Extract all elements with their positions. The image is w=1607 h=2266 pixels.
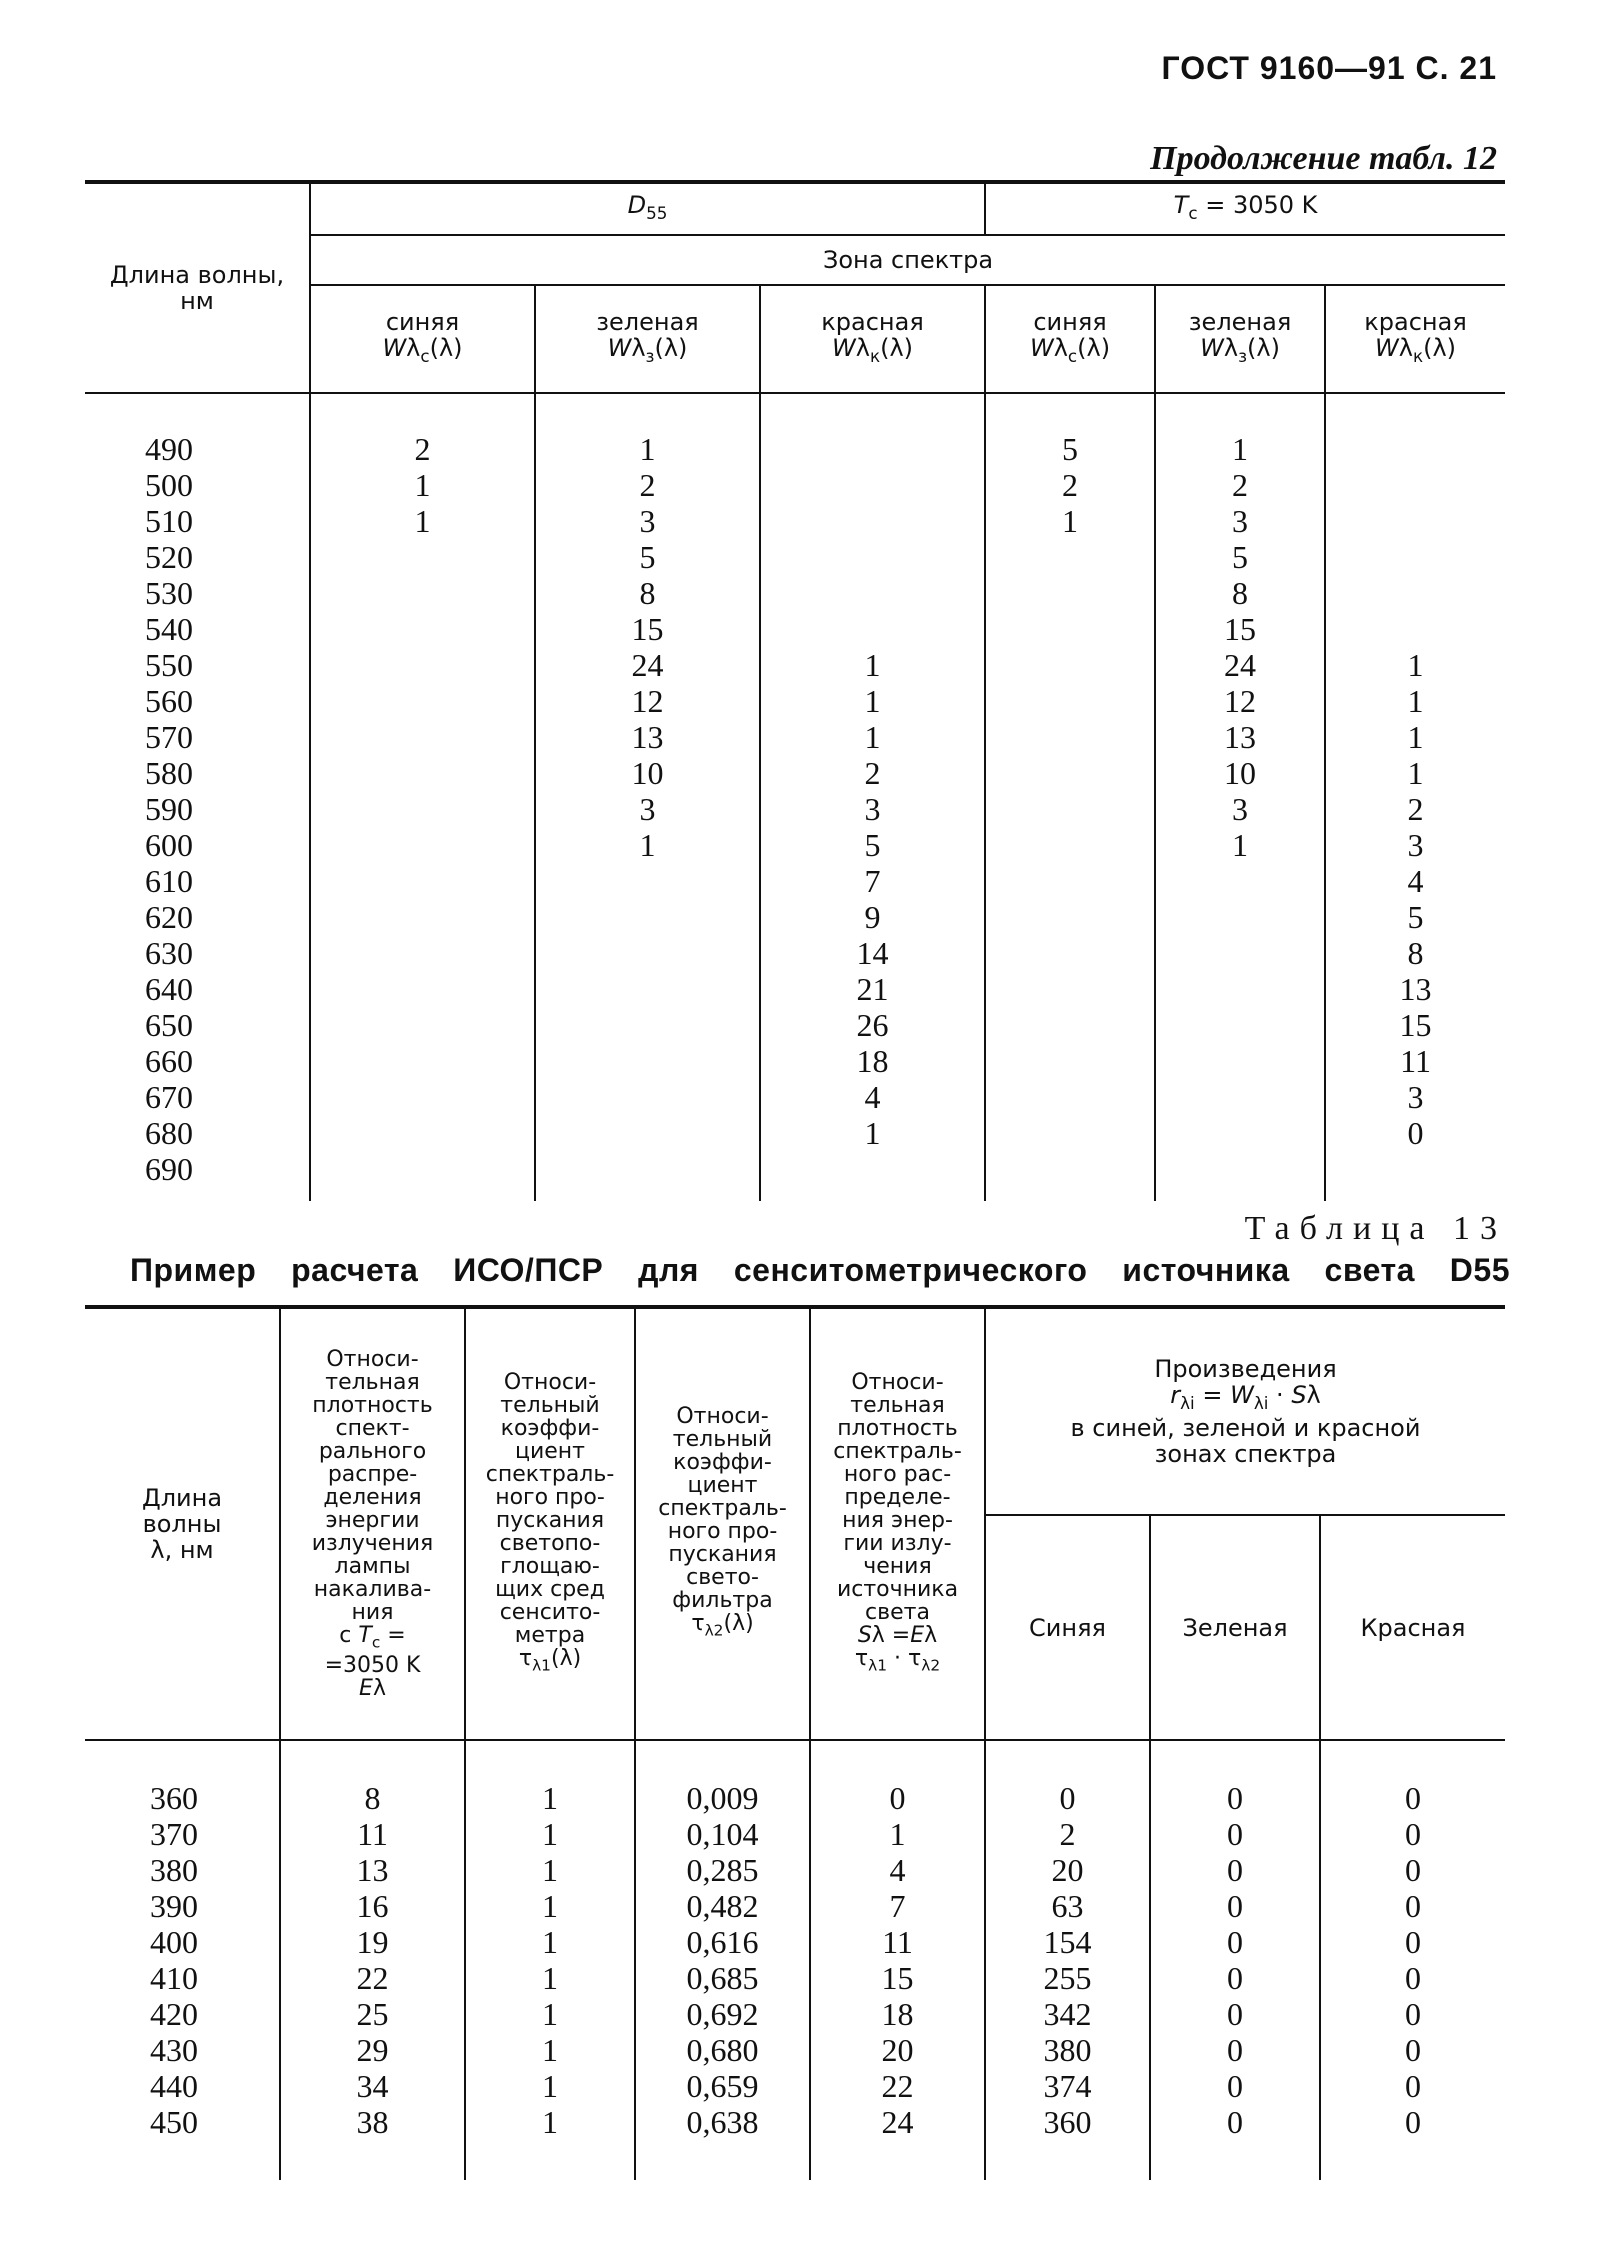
t12-cell-tc-blue: 2 — [985, 467, 1155, 503]
t13-cell-green: 0 — [1150, 1924, 1320, 1960]
t12-cell-d55-green — [535, 1007, 760, 1043]
table-row — [85, 1996, 1505, 2032]
t12-cell-d55-blue — [310, 899, 535, 935]
t12-cell-wavelength: 670 — [145, 1079, 193, 1115]
t12-header-wavelength: Длина волны, нм — [85, 182, 310, 393]
t13-cell-t2: 0,680 — [635, 2032, 810, 2068]
t12-cell-tc-red: 1 — [1325, 755, 1505, 791]
t13-cell-green: 0 — [1150, 1996, 1320, 2032]
t13-cell-red: 0 — [1320, 2104, 1505, 2140]
table-row — [85, 719, 1505, 755]
t12-cell-d55-red — [760, 611, 985, 647]
t12-cell-tc-red: 1 — [1325, 719, 1505, 755]
t12-header-d55: $D_{55}$ — [310, 182, 985, 235]
t13-cell-blue: 63 — [985, 1888, 1150, 1924]
t13-cell-e: 25 — [280, 1996, 465, 2032]
t13-cell-s: 18 — [810, 1996, 985, 2032]
t13-cell-green: 0 — [1150, 1780, 1320, 1816]
t12-cell-wavelength: 620 — [145, 899, 193, 935]
t12-cell-tc-green — [1155, 1043, 1325, 1079]
t12-cell-tc-green — [1155, 935, 1325, 971]
t13-cell-blue: 2 — [985, 1816, 1150, 1852]
t12-cell-d55-green — [535, 971, 760, 1007]
table-row — [85, 1960, 1505, 1996]
t12-cell-wavelength: 630 — [145, 935, 193, 971]
t12-cell-d55-green: 3 — [535, 791, 760, 827]
t13-cell-e: 38 — [280, 2104, 465, 2140]
t13-cell-red: 0 — [1320, 1852, 1505, 1888]
t12-cell-wavelength: 690 — [145, 1151, 193, 1187]
t12-cell-d55-green: 3 — [535, 503, 760, 539]
t13-header-e: Относи- тельная плотность спект- рального распре- деления энергии излучения лампы накалива- ния с $T_c$ = =3050 K Eλ — [280, 1307, 465, 1740]
table-row — [85, 539, 1505, 575]
table-12 — [85, 180, 1505, 1201]
t12-cell-tc-green: 2 — [1155, 467, 1325, 503]
t12-cell-tc-green — [1155, 863, 1325, 899]
t12-cell-d55-green — [535, 935, 760, 971]
table-row — [85, 1888, 1505, 1924]
t12-cell-tc-red: 15 — [1325, 1007, 1505, 1043]
t13-header-products: Произведения $r_{\lambda i} = W_{\lambda i} \cdot S\lambda$ в синей, зеленой и красной зонах спектра — [985, 1307, 1505, 1515]
t12-cell-tc-red: 4 — [1325, 863, 1505, 899]
t12-cell-wavelength: 640 — [145, 971, 193, 1007]
t13-cell-wavelength: 400 — [150, 1924, 198, 1960]
t12-cell-d55-green — [535, 1115, 760, 1151]
t13-cell-t1: 1 — [465, 1924, 635, 1960]
t13-cell-t2: 0,659 — [635, 2068, 810, 2104]
t12-cell-d55-green — [535, 1043, 760, 1079]
table-row — [85, 683, 1505, 719]
t12-cell-d55-blue — [310, 1151, 535, 1187]
t12-cell-wavelength: 540 — [145, 611, 193, 647]
t12-cell-wavelength: 550 — [145, 647, 193, 683]
t12-cell-tc-red — [1325, 431, 1505, 467]
t12-cell-d55-green — [535, 863, 760, 899]
t13-cell-green: 0 — [1150, 2104, 1320, 2140]
table-row — [85, 2068, 1505, 2104]
t12-cell-d55-red: 1 — [760, 683, 985, 719]
t12-cell-d55-red: 5 — [760, 827, 985, 863]
t12-cell-d55-blue — [310, 791, 535, 827]
t12-cell-d55-green — [535, 1151, 760, 1187]
t13-cell-wavelength: 360 — [150, 1780, 198, 1816]
t13-col-blue: Синяя — [985, 1515, 1150, 1740]
t13-cell-t1: 1 — [465, 1852, 635, 1888]
t12-col-tc-red: красная $W\lambda_к(\lambda)$ — [1325, 285, 1505, 393]
t12-cell-wavelength: 510 — [145, 503, 193, 539]
table-row — [85, 827, 1505, 863]
table-row — [85, 1151, 1505, 1187]
table-row — [85, 575, 1505, 611]
t13-cell-s: 7 — [810, 1888, 985, 1924]
t12-cell-d55-green — [535, 899, 760, 935]
t12-cell-wavelength: 560 — [145, 683, 193, 719]
t12-cell-wavelength: 590 — [145, 791, 193, 827]
t13-cell-s: 11 — [810, 1924, 985, 1960]
t12-col-d55-blue: синяя $W\lambda_c(\lambda)$ — [310, 285, 535, 393]
t12-cell-tc-blue — [985, 863, 1155, 899]
t12-cell-tc-blue — [985, 719, 1155, 755]
t12-cell-d55-red — [760, 503, 985, 539]
t12-cell-d55-red: 2 — [760, 755, 985, 791]
t13-cell-e: 29 — [280, 2032, 465, 2068]
table-13-title: Пример расчета ИСО/ПСР для сенситометрического источника света D55 — [130, 1252, 1510, 1288]
t12-cell-tc-green — [1155, 1115, 1325, 1151]
table-13-label: Таблица 13 — [1244, 1210, 1507, 1247]
t13-cell-t2: 0,285 — [635, 1852, 810, 1888]
t12-cell-wavelength: 500 — [145, 467, 193, 503]
t12-cell-d55-blue — [310, 575, 535, 611]
t12-cell-d55-blue — [310, 683, 535, 719]
table-row — [85, 1115, 1505, 1151]
t12-cell-d55-red: 14 — [760, 935, 985, 971]
t13-cell-t1: 1 — [465, 1780, 635, 1816]
t12-cell-wavelength: 580 — [145, 755, 193, 791]
t12-cell-tc-green — [1155, 1079, 1325, 1115]
t13-cell-wavelength: 420 — [150, 1996, 198, 2032]
t12-cell-tc-red: 3 — [1325, 1079, 1505, 1115]
t12-cell-tc-red: 1 — [1325, 683, 1505, 719]
table-row — [85, 863, 1505, 899]
table-row — [85, 1079, 1505, 1115]
table-row — [85, 2032, 1505, 2068]
t12-cell-tc-red: 0 — [1325, 1115, 1505, 1151]
t13-cell-e: 13 — [280, 1852, 465, 1888]
t13-cell-blue: 360 — [985, 2104, 1150, 2140]
table-row — [85, 791, 1505, 827]
t13-cell-t1: 1 — [465, 1996, 635, 2032]
t12-cell-tc-blue — [985, 1079, 1155, 1115]
t12-cell-tc-red: 11 — [1325, 1043, 1505, 1079]
t13-cell-red: 0 — [1320, 1960, 1505, 1996]
t12-cell-d55-blue — [310, 971, 535, 1007]
t12-cell-d55-red — [760, 575, 985, 611]
t12-cell-tc-red: 3 — [1325, 827, 1505, 863]
table-row — [85, 611, 1505, 647]
t12-cell-d55-blue — [310, 1115, 535, 1151]
t12-cell-tc-green: 3 — [1155, 503, 1325, 539]
t12-cell-tc-blue — [985, 539, 1155, 575]
t13-cell-red: 0 — [1320, 1888, 1505, 1924]
t12-cell-tc-blue — [985, 575, 1155, 611]
t12-cell-tc-blue — [985, 1043, 1155, 1079]
t13-cell-s: 24 — [810, 2104, 985, 2140]
t12-cell-tc-green: 8 — [1155, 575, 1325, 611]
t13-cell-red: 0 — [1320, 1780, 1505, 1816]
t12-cell-wavelength: 680 — [145, 1115, 193, 1151]
t12-cell-wavelength: 650 — [145, 1007, 193, 1043]
t13-cell-t2: 0,692 — [635, 1996, 810, 2032]
t12-cell-d55-red — [760, 431, 985, 467]
t12-cell-d55-red: 7 — [760, 863, 985, 899]
t12-cell-tc-blue — [985, 935, 1155, 971]
page-header: ГОСТ 9160—91 С. 21 — [1161, 50, 1497, 86]
t13-cell-e: 8 — [280, 1780, 465, 1816]
t12-cell-d55-red: 18 — [760, 1043, 985, 1079]
t12-cell-tc-green: 12 — [1155, 683, 1325, 719]
t13-cell-wavelength: 380 — [150, 1852, 198, 1888]
table-row — [85, 971, 1505, 1007]
t12-cell-tc-blue — [985, 647, 1155, 683]
t13-cell-e: 34 — [280, 2068, 465, 2104]
t12-col-d55-green: зеленая $W\lambda_з(\lambda)$ — [535, 285, 760, 393]
t13-cell-green: 0 — [1150, 2032, 1320, 2068]
continuation-label: Продолжение табл. 12 — [1150, 140, 1497, 177]
t13-cell-green: 0 — [1150, 1888, 1320, 1924]
t12-cell-d55-green: 8 — [535, 575, 760, 611]
t13-header-t2: Относи- тельный коэффи- циент спектраль- ного про- пускания свето- фильтра $\tau_{\lambda 2}(\lambda)$ — [635, 1307, 810, 1740]
t13-cell-e: 22 — [280, 1960, 465, 1996]
t12-cell-wavelength: 570 — [145, 719, 193, 755]
t12-cell-d55-blue: 2 — [310, 431, 535, 467]
table-row — [85, 467, 1505, 503]
t13-cell-e: 16 — [280, 1888, 465, 1924]
t12-col-d55-red: красная $W\lambda_к(\lambda)$ — [760, 285, 985, 393]
t13-cell-blue: 0 — [985, 1780, 1150, 1816]
t13-cell-t1: 1 — [465, 2032, 635, 2068]
t13-cell-blue: 380 — [985, 2032, 1150, 2068]
t13-cell-t2: 0,685 — [635, 1960, 810, 1996]
t12-cell-d55-green: 12 — [535, 683, 760, 719]
t13-cell-t1: 1 — [465, 2104, 635, 2140]
t13-cell-wavelength: 410 — [150, 1960, 198, 1996]
t12-cell-d55-blue — [310, 827, 535, 863]
t13-cell-t2: 0,482 — [635, 1888, 810, 1924]
table-row — [85, 935, 1505, 971]
t12-cell-tc-green: 24 — [1155, 647, 1325, 683]
t13-cell-wavelength: 450 — [150, 2104, 198, 2140]
t13-cell-green: 0 — [1150, 2068, 1320, 2104]
t12-cell-d55-red: 1 — [760, 647, 985, 683]
t12-cell-tc-red — [1325, 611, 1505, 647]
t12-cell-tc-red: 13 — [1325, 971, 1505, 1007]
t12-cell-tc-blue — [985, 683, 1155, 719]
t12-cell-d55-red: 4 — [760, 1079, 985, 1115]
t12-cell-d55-green: 5 — [535, 539, 760, 575]
t12-cell-tc-red — [1325, 503, 1505, 539]
t12-cell-d55-red: 9 — [760, 899, 985, 935]
t12-cell-tc-green — [1155, 971, 1325, 1007]
t12-cell-wavelength: 600 — [145, 827, 193, 863]
t13-cell-s: 22 — [810, 2068, 985, 2104]
t12-cell-tc-blue — [985, 611, 1155, 647]
t12-cell-d55-blue: 1 — [310, 467, 535, 503]
t12-cell-tc-green: 1 — [1155, 827, 1325, 863]
t12-cell-tc-green: 1 — [1155, 431, 1325, 467]
table-row — [85, 1852, 1505, 1888]
t12-cell-d55-green: 1 — [535, 827, 760, 863]
t12-cell-d55-red — [760, 539, 985, 575]
t12-cell-tc-red: 1 — [1325, 647, 1505, 683]
t13-cell-s: 1 — [810, 1816, 985, 1852]
t12-cell-tc-blue — [985, 1007, 1155, 1043]
t12-cell-tc-blue — [985, 1151, 1155, 1187]
t13-cell-t2: 0,009 — [635, 1780, 810, 1816]
t13-cell-blue: 20 — [985, 1852, 1150, 1888]
t12-cell-tc-green: 5 — [1155, 539, 1325, 575]
t13-cell-wavelength: 390 — [150, 1888, 198, 1924]
t12-cell-wavelength: 530 — [145, 575, 193, 611]
table-row — [85, 1924, 1505, 1960]
t12-header-zone: Зона спектра — [310, 235, 1505, 285]
t13-cell-e: 19 — [280, 1924, 465, 1960]
t12-cell-tc-green: 15 — [1155, 611, 1325, 647]
t13-cell-t1: 1 — [465, 1888, 635, 1924]
t13-col-red: Красная — [1320, 1515, 1505, 1740]
t13-header-t1: Относи- тельный коэффи- циент спектраль- ного про- пускания светопо- глощаю- щих сред сенсито- метра $\tau_{\lambda 1}(\lambda)$ — [465, 1307, 635, 1740]
table-row — [85, 431, 1505, 467]
table-row — [85, 2104, 1505, 2140]
table-row — [85, 1816, 1505, 1852]
t12-cell-wavelength: 610 — [145, 863, 193, 899]
t13-cell-t2: 0,638 — [635, 2104, 810, 2140]
t12-cell-tc-red: 8 — [1325, 935, 1505, 971]
t12-cell-wavelength: 520 — [145, 539, 193, 575]
t13-cell-red: 0 — [1320, 2032, 1505, 2068]
t12-cell-d55-green: 2 — [535, 467, 760, 503]
t12-cell-tc-blue — [985, 791, 1155, 827]
t12-cell-tc-red: 5 — [1325, 899, 1505, 935]
t12-cell-tc-blue — [985, 899, 1155, 935]
t12-cell-tc-green: 10 — [1155, 755, 1325, 791]
t12-cell-d55-blue: 1 — [310, 503, 535, 539]
t13-cell-t1: 1 — [465, 1816, 635, 1852]
t13-cell-red: 0 — [1320, 1924, 1505, 1960]
t12-col-tc-green: зеленая $W\lambda_з(\lambda)$ — [1155, 285, 1325, 393]
t12-cell-d55-red — [760, 1151, 985, 1187]
t12-cell-d55-green: 15 — [535, 611, 760, 647]
t13-cell-wavelength: 370 — [150, 1816, 198, 1852]
t13-cell-red: 0 — [1320, 1816, 1505, 1852]
t13-cell-blue: 154 — [985, 1924, 1150, 1960]
t12-cell-tc-red — [1325, 467, 1505, 503]
t13-cell-wavelength: 430 — [150, 2032, 198, 2068]
t13-cell-s: 15 — [810, 1960, 985, 1996]
t13-header-s: Относи- тельная плотность спектраль- ного рас- пределе- ния энер- гии излу- чения источника света Sλ =Eλ $\tau_{\lambda 1} \cdot \tau_{\lambda 2}$ — [810, 1307, 985, 1740]
t12-cell-tc-blue — [985, 971, 1155, 1007]
t13-header-wavelength: Длина волны λ, нм — [85, 1307, 280, 1740]
t13-cell-red: 0 — [1320, 2068, 1505, 2104]
table-row — [85, 1043, 1505, 1079]
table-row — [85, 1780, 1505, 1816]
t12-cell-d55-red: 26 — [760, 1007, 985, 1043]
t12-cell-d55-red: 3 — [760, 791, 985, 827]
t13-cell-s: 0 — [810, 1780, 985, 1816]
table-13 — [85, 1305, 1505, 2180]
t12-header-tc: $T_c = 3050$ K — [985, 182, 1505, 235]
t12-cell-tc-red — [1325, 1151, 1505, 1187]
t12-cell-d55-blue — [310, 863, 535, 899]
t12-cell-tc-green — [1155, 1007, 1325, 1043]
t12-cell-d55-green: 24 — [535, 647, 760, 683]
table-row — [85, 899, 1505, 935]
t12-cell-d55-green: 1 — [535, 431, 760, 467]
t12-cell-d55-blue — [310, 755, 535, 791]
t12-cell-d55-blue — [310, 719, 535, 755]
t12-cell-tc-green — [1155, 1151, 1325, 1187]
t13-cell-t1: 1 — [465, 1960, 635, 1996]
t13-cell-s: 4 — [810, 1852, 985, 1888]
t12-cell-wavelength: 490 — [145, 431, 193, 467]
t13-cell-t2: 0,104 — [635, 1816, 810, 1852]
t13-cell-blue: 374 — [985, 2068, 1150, 2104]
table-row — [85, 503, 1505, 539]
t12-cell-tc-red — [1325, 575, 1505, 611]
t13-cell-s: 20 — [810, 2032, 985, 2068]
t13-cell-green: 0 — [1150, 1816, 1320, 1852]
t13-cell-green: 0 — [1150, 1960, 1320, 1996]
t12-cell-d55-red: 1 — [760, 1115, 985, 1151]
t12-cell-tc-green: 3 — [1155, 791, 1325, 827]
t12-cell-d55-blue — [310, 539, 535, 575]
table-row — [85, 647, 1505, 683]
t12-cell-tc-blue: 1 — [985, 503, 1155, 539]
t12-cell-d55-blue — [310, 1007, 535, 1043]
t12-cell-d55-blue — [310, 1043, 535, 1079]
t12-cell-d55-green: 10 — [535, 755, 760, 791]
t12-cell-d55-green — [535, 1079, 760, 1115]
t12-cell-tc-red — [1325, 539, 1505, 575]
t13-cell-blue: 342 — [985, 1996, 1150, 2032]
t13-col-green: Зеленая — [1150, 1515, 1320, 1740]
t12-col-tc-blue: синяя $W\lambda_c(\lambda)$ — [985, 285, 1155, 393]
table-row — [85, 755, 1505, 791]
t12-cell-d55-blue — [310, 1079, 535, 1115]
t12-cell-tc-blue — [985, 755, 1155, 791]
t12-cell-tc-blue: 5 — [985, 431, 1155, 467]
t13-cell-red: 0 — [1320, 1996, 1505, 2032]
t13-cell-t1: 1 — [465, 2068, 635, 2104]
t13-cell-e: 11 — [280, 1816, 465, 1852]
t12-cell-d55-red: 1 — [760, 719, 985, 755]
t12-cell-wavelength: 660 — [145, 1043, 193, 1079]
t12-cell-d55-red — [760, 467, 985, 503]
t13-cell-wavelength: 440 — [150, 2068, 198, 2104]
t12-cell-tc-blue — [985, 1115, 1155, 1151]
t12-cell-tc-green — [1155, 899, 1325, 935]
t12-cell-d55-blue — [310, 935, 535, 971]
t12-cell-d55-blue — [310, 611, 535, 647]
t12-cell-tc-green: 13 — [1155, 719, 1325, 755]
t12-cell-tc-blue — [985, 827, 1155, 863]
t13-cell-blue: 255 — [985, 1960, 1150, 1996]
t12-cell-tc-red: 2 — [1325, 791, 1505, 827]
table-row — [85, 1007, 1505, 1043]
t12-cell-d55-green: 13 — [535, 719, 760, 755]
t13-cell-t2: 0,616 — [635, 1924, 810, 1960]
t12-cell-d55-red: 21 — [760, 971, 985, 1007]
t13-cell-green: 0 — [1150, 1852, 1320, 1888]
t12-cell-d55-blue — [310, 647, 535, 683]
